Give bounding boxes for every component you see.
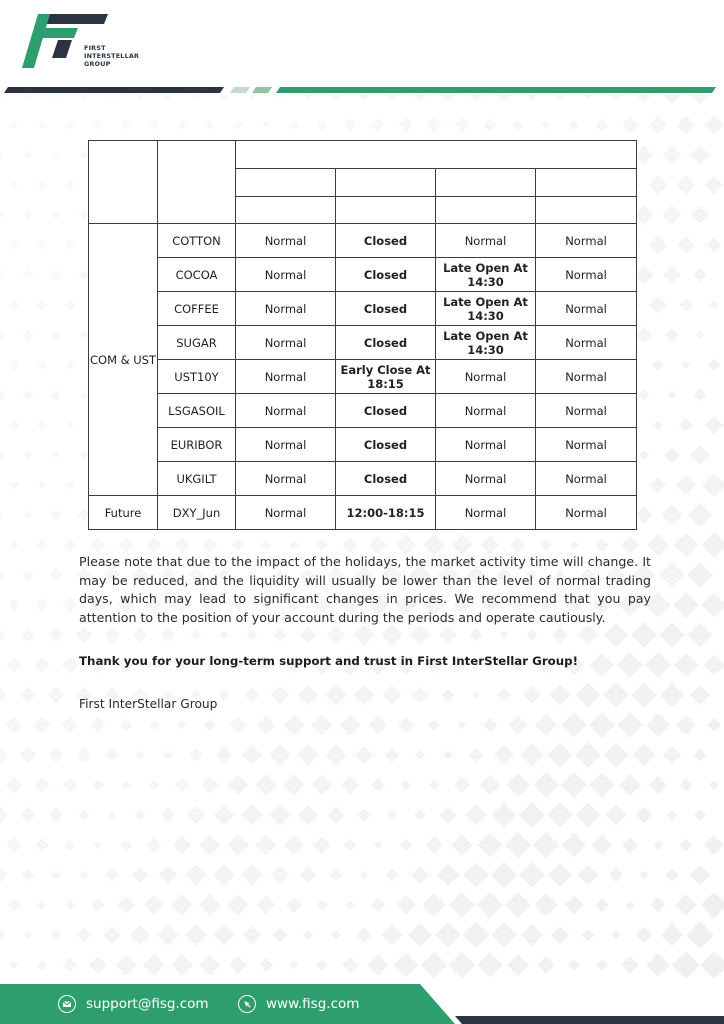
header-date: 2 Apr	[236, 169, 336, 197]
symbol-cell: EURIBOR	[158, 428, 236, 462]
header-weekday: MON	[436, 197, 536, 224]
status-cell: Normal	[436, 428, 536, 462]
table-row	[89, 394, 637, 428]
status-cell: Normal	[236, 394, 336, 428]
status-cell: Normal	[536, 224, 637, 258]
status-cell: Closed	[336, 292, 436, 326]
table-row	[89, 428, 637, 462]
header-weekday: FRI	[336, 197, 436, 224]
status-cell: Closed	[336, 394, 436, 428]
thanks-message: Thank you for your long-term support and trust in First InterStellar Group!	[79, 654, 579, 668]
status-cell: Normal	[536, 394, 637, 428]
status-cell: Normal	[236, 462, 336, 496]
header-date: 7 Apr	[536, 169, 637, 197]
signature: First InterStellar Group	[79, 697, 218, 711]
symbol-cell: COFFEE	[158, 292, 236, 326]
status-cell: Closed	[336, 326, 436, 360]
status-cell: Normal	[436, 224, 536, 258]
status-cell: Closed	[336, 258, 436, 292]
table-row	[89, 292, 637, 326]
symbol-cell: SUGAR	[158, 326, 236, 360]
logo-wordmark: FIRST INTERSTELLAR GROUP	[84, 44, 140, 68]
status-cell: Normal	[236, 326, 336, 360]
header-weekday: TUE	[536, 197, 637, 224]
table-row	[89, 462, 637, 496]
header-date: 6 Apr	[436, 169, 536, 197]
footer-email-text: support@fisg.com	[86, 996, 209, 1012]
footer-website-link[interactable]	[238, 993, 359, 1015]
status-cell: Normal	[536, 292, 637, 326]
symbol-cell: UST10Y	[158, 360, 236, 394]
type-cell: Future	[89, 496, 158, 530]
symbol-cell: DXY_Jun	[158, 496, 236, 530]
cursor-icon	[238, 995, 256, 1013]
table-row	[89, 224, 637, 258]
mail-icon	[58, 995, 76, 1013]
status-cell: Late Open At 14:30	[436, 258, 536, 292]
footer-website-text: www.fisg.com	[266, 996, 360, 1012]
status-cell: Closed	[336, 428, 436, 462]
symbol-cell: LSGASOIL	[158, 394, 236, 428]
symbol-cell: COCOA	[158, 258, 236, 292]
status-cell: Normal	[536, 428, 637, 462]
table-row	[89, 496, 637, 530]
status-cell: Normal	[536, 462, 637, 496]
table-row	[89, 258, 637, 292]
table-row	[89, 360, 637, 394]
status-cell: Normal	[436, 394, 536, 428]
status-cell: Normal	[436, 360, 536, 394]
status-cell: Late Open At 14:30	[436, 326, 536, 360]
status-cell: Normal	[236, 360, 336, 394]
status-cell: Normal	[436, 462, 536, 496]
status-cell: Normal	[236, 258, 336, 292]
status-cell: Normal	[536, 496, 637, 530]
status-cell: Normal	[236, 292, 336, 326]
type-cell: COM & UST	[89, 224, 158, 496]
status-cell: Normal	[236, 496, 336, 530]
header-server-time: MT4/MT5 Server Time (GMT+3)	[236, 141, 637, 169]
status-cell: Closed	[336, 462, 436, 496]
symbol-cell: UKGILT	[158, 462, 236, 496]
status-cell: Normal	[536, 360, 637, 394]
status-cell: Normal	[436, 496, 536, 530]
header-weekday: THU	[236, 197, 336, 224]
status-cell: Normal	[536, 326, 637, 360]
status-cell: Early Close At 18:15	[336, 360, 436, 394]
footer-email-link[interactable]	[58, 993, 209, 1015]
holiday-notice: Please note that due to the impact of the holidays, the market activity time will change. It may be reduced, and the liquidity will usually be lower than the level of normal trading days, which may lead to significant changes in prices. We recommend that you pay attention to the position of your account during the periods and operate cautiously.	[79, 554, 651, 625]
header-symbol: SYMBOL	[158, 141, 236, 224]
table-row	[89, 326, 637, 360]
holiday-trading-schedule-table	[88, 140, 637, 530]
page-footer	[0, 984, 724, 1024]
status-cell: Late Open At 14:30	[436, 292, 536, 326]
symbol-cell: COTTON	[158, 224, 236, 258]
status-cell: Normal	[236, 224, 336, 258]
status-cell: 12:00-18:15	[336, 496, 436, 530]
header-type: TYPE	[89, 141, 158, 224]
status-cell: Closed	[336, 224, 436, 258]
status-cell: Normal	[536, 258, 637, 292]
header-date: 3 Apr	[336, 169, 436, 197]
status-cell: Normal	[236, 428, 336, 462]
schedule-body	[89, 224, 637, 530]
